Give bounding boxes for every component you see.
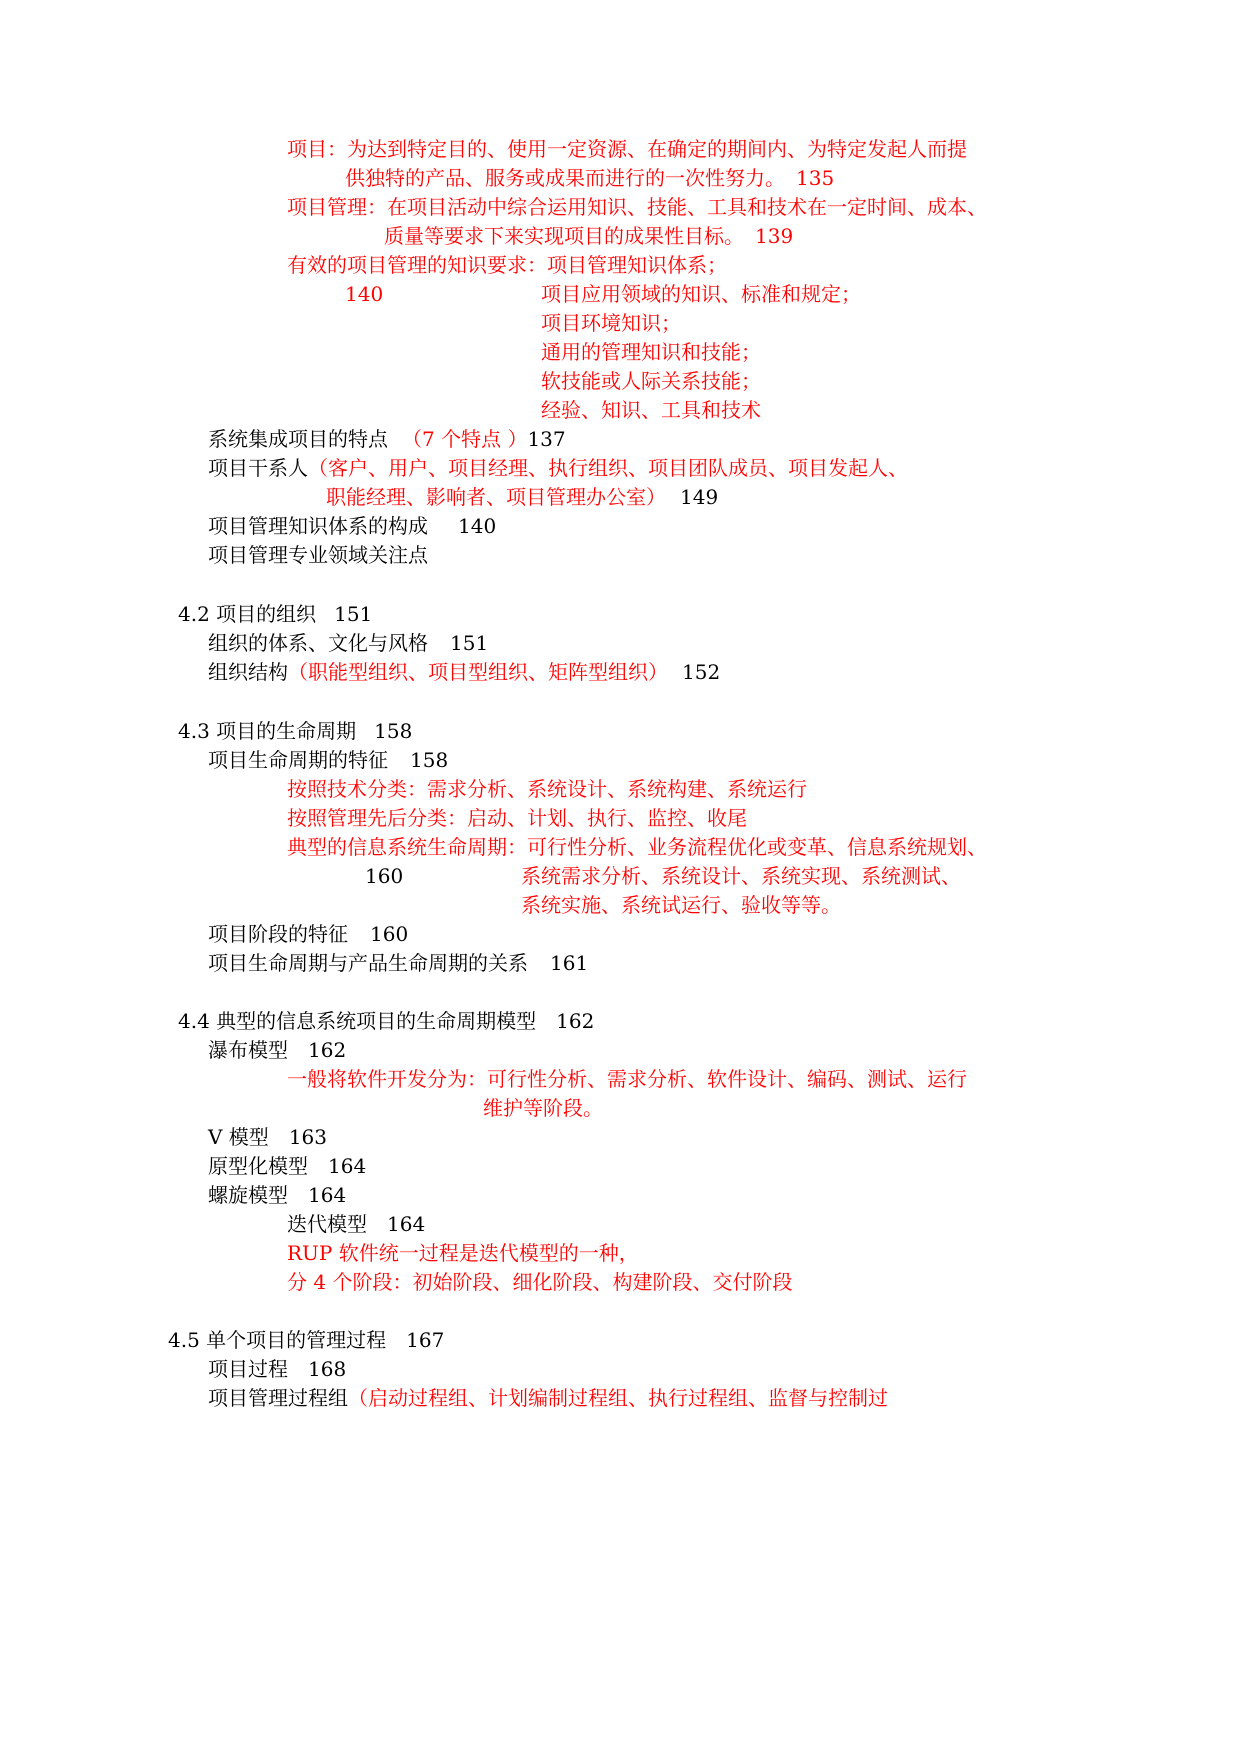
outline-item: 项目管理专业领域关注点 bbox=[208, 543, 428, 567]
page-ref: 135 bbox=[796, 166, 835, 190]
waterfall-note-line-2: 维护等阶段。 bbox=[483, 1096, 603, 1120]
page-ref: 162 bbox=[308, 1038, 347, 1062]
outline-item bbox=[208, 1124, 327, 1150]
section-title: 4.2 项目的组织 bbox=[178, 602, 317, 626]
pm-definition-line-1: 项目管理：在项目活动中综合运用知识、技能、工具和技术在一定时间、成本、 bbox=[287, 195, 987, 219]
knowledge-item: 经验、知识、工具和技术 bbox=[541, 398, 761, 422]
outline-item bbox=[208, 1385, 888, 1411]
item-title: 原型化模型 bbox=[208, 1154, 308, 1178]
page-ref: 139 bbox=[755, 224, 794, 248]
page-ref: 149 bbox=[680, 485, 719, 509]
section-title: 4.4 典型的信息系统项目的生命周期模型 bbox=[178, 1009, 537, 1033]
knowledge-item: 项目应用领域的知识、标准和规定； bbox=[541, 282, 861, 306]
classification-note: 按照管理先后分类：启动、计划、执行、监控、收尾 bbox=[287, 806, 747, 830]
item-note: （7 个特点 ） bbox=[402, 427, 528, 451]
item-note: 职能经理、影响者、项目管理办公室） bbox=[326, 485, 666, 509]
page-ref: 164 bbox=[387, 1212, 426, 1236]
project-definition-line-2: 供独特的产品、服务或成果而进行的一次性努力。 bbox=[345, 166, 785, 190]
outline-item-continuation bbox=[326, 484, 718, 510]
section-heading-4-4 bbox=[178, 1008, 594, 1034]
item-title: 项目生命周期的特征 bbox=[208, 748, 388, 772]
item-note: （启动过程组、计划编制过程组、执行过程组、监督与控制过 bbox=[348, 1386, 888, 1410]
outline-item bbox=[208, 513, 496, 539]
knowledge-item: 软技能或人际关系技能； bbox=[541, 369, 761, 393]
classification-note: 按照技术分类：需求分析、系统设计、系统构建、系统运行 bbox=[287, 777, 807, 801]
item-title: 项目干系人 bbox=[208, 456, 308, 480]
page-ref: 160 bbox=[370, 922, 409, 946]
outline-item bbox=[208, 950, 588, 976]
outline-item bbox=[208, 1356, 346, 1382]
waterfall-note-line-1: 一般将软件开发分为：可行性分析、需求分析、软件设计、编码、测试、运行 bbox=[287, 1067, 967, 1091]
item-title: 项目阶段的特征 bbox=[208, 922, 348, 946]
outline-item bbox=[208, 455, 908, 481]
page-ref: 152 bbox=[682, 660, 721, 684]
page-ref: 151 bbox=[450, 631, 489, 655]
knowledge-item: 通用的管理知识和技能； bbox=[541, 340, 761, 364]
outline-item bbox=[208, 426, 566, 452]
project-definition-line-1: 项目：为达到特定目的、使用一定资源、在确定的期间内、为特定发起人而提 bbox=[287, 137, 967, 161]
outline-item bbox=[208, 1037, 346, 1063]
section-title: 4.3 项目的生命周期 bbox=[178, 719, 357, 743]
page-ref: 161 bbox=[550, 951, 589, 975]
section-heading-4-5 bbox=[168, 1327, 444, 1353]
section-heading-4-3 bbox=[178, 718, 412, 744]
item-note: （职能型组织、项目型组织、矩阵型组织） bbox=[288, 660, 668, 684]
item-title: 组织结构 bbox=[208, 660, 288, 684]
page-ref: 164 bbox=[328, 1154, 367, 1178]
lifecycle-note-line-3: 系统实施、系统试运行、验收等等。 bbox=[521, 893, 841, 917]
outline-item bbox=[208, 921, 408, 947]
lifecycle-note-line-1: 典型的信息系统生命周期：可行性分析、业务流程优化或变革、信息系统规划、 bbox=[287, 835, 987, 859]
item-title: 项目过程 bbox=[208, 1357, 288, 1381]
page-ref: 140 bbox=[345, 282, 384, 306]
section-title: 4.5 单个项目的管理过程 bbox=[168, 1328, 387, 1352]
page-ref: 151 bbox=[334, 602, 373, 626]
outline-item bbox=[208, 1182, 346, 1208]
item-title: 螺旋模型 bbox=[208, 1183, 288, 1207]
item-title: 瀑布模型 bbox=[208, 1038, 288, 1062]
lifecycle-note-line-2: 系统需求分析、系统设计、系统实现、系统测试、 bbox=[521, 864, 961, 888]
page-ref: 137 bbox=[527, 427, 566, 451]
rup-note: RUP 软件统一过程是迭代模型的一种， bbox=[287, 1241, 639, 1265]
page-ref: 168 bbox=[308, 1357, 347, 1381]
item-title: 迭代模型 bbox=[287, 1212, 367, 1236]
page-ref: 164 bbox=[308, 1183, 347, 1207]
outline-item bbox=[208, 659, 720, 685]
page-ref: 167 bbox=[406, 1328, 445, 1352]
item-title: V 模型 bbox=[208, 1125, 269, 1149]
knowledge-requirements-heading: 有效的项目管理的知识要求：项目管理知识体系； bbox=[287, 253, 727, 277]
page-ref: 158 bbox=[410, 748, 449, 772]
section-heading-4-2 bbox=[178, 601, 372, 627]
page-ref: 163 bbox=[288, 1125, 327, 1149]
item-title: 项目管理知识体系的构成 bbox=[208, 514, 428, 538]
knowledge-item: 项目环境知识； bbox=[541, 311, 681, 335]
page-ref: 140 bbox=[458, 514, 497, 538]
page-ref: 162 bbox=[556, 1009, 595, 1033]
page-ref: 160 bbox=[365, 864, 404, 888]
item-title: 项目管理过程组 bbox=[208, 1386, 348, 1410]
outline-item bbox=[208, 747, 448, 773]
outline-item bbox=[208, 1153, 366, 1179]
item-title: 系统集成项目的特点 bbox=[208, 427, 388, 451]
item-note: （客户、用户、项目经理、执行组织、项目团队成员、项目发起人、 bbox=[308, 456, 908, 480]
rup-phases-note: 分 4 个阶段：初始阶段、细化阶段、构建阶段、交付阶段 bbox=[287, 1270, 793, 1294]
item-title: 项目生命周期与产品生命周期的关系 bbox=[208, 951, 528, 975]
item-title: 组织的体系、文化与风格 bbox=[208, 631, 428, 655]
page-ref: 158 bbox=[374, 719, 413, 743]
outline-item bbox=[208, 630, 488, 656]
outline-subitem bbox=[287, 1211, 425, 1237]
pm-definition-line-2: 质量等要求下来实现项目的成果性目标。 bbox=[384, 224, 744, 248]
